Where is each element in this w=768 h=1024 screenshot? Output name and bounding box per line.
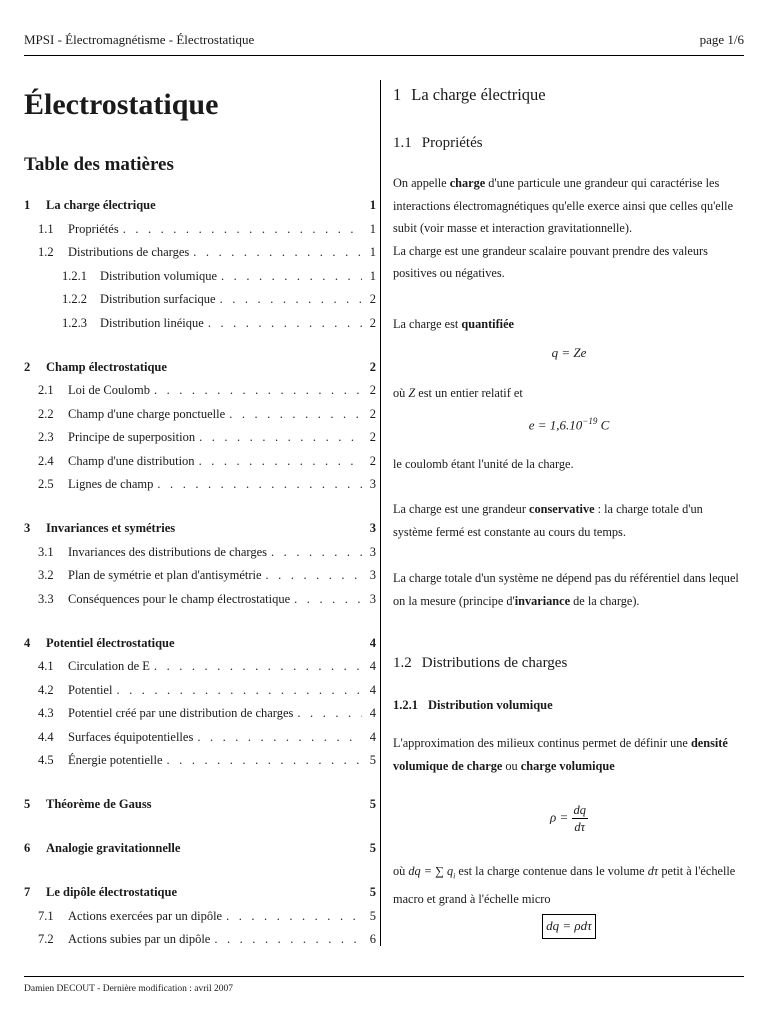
toc-leader-dots [195, 454, 362, 469]
toc-entry-number: 3.3 [38, 591, 54, 606]
toc-entry[interactable] [24, 545, 376, 565]
toc-entry-title: Invariances des distributions de charges [68, 544, 268, 559]
page-footer: Damien DECOUT - Dernière modification : avril 2007 [24, 984, 234, 994]
toc-entry-title: Loi de Coulomb [68, 383, 150, 397]
toc-entry[interactable] [24, 292, 376, 312]
toc-entry-title: Énergie potentielle [68, 753, 163, 767]
toc-leader-dots [150, 383, 362, 398]
toc-entry-number: 7 [24, 885, 31, 899]
toc-entry-page: 4 [369, 706, 376, 720]
toc-entry-title: Le dipôle électrostatique [46, 885, 177, 899]
toc-entry[interactable] [24, 841, 376, 861]
toc-entry-page: 1 [369, 268, 376, 283]
toc-entry-number: 1 [24, 198, 31, 212]
toc-entry-page: 3 [369, 544, 376, 559]
toc-entry-title: Potentiel [68, 682, 113, 697]
toc-entry-number: 1.2.3 [62, 315, 87, 330]
toc-entry-page: 2 [369, 292, 376, 306]
toc-entry-number: 1.2.1 [62, 268, 87, 283]
paragraph-quantified: La charge est quantifiée [393, 317, 515, 331]
toc-entry[interactable] [24, 932, 376, 952]
toc-entry-page: 2 [369, 406, 376, 421]
toc-entry-number: 2.2 [38, 406, 54, 421]
paragraph-coulomb: le coulomb étant l'unité de la charge. [393, 457, 574, 471]
toc-entry-title: Surfaces équipotentielles [68, 729, 194, 744]
toc-entry-number: 1.2 [38, 245, 54, 259]
page-header [24, 30, 744, 50]
toc-entry-number: 4.1 [38, 659, 54, 673]
toc-leader-dots [119, 222, 362, 237]
toc-entry[interactable] [24, 909, 376, 929]
paragraph-conservative: La charge est une grandeur conservative : la charge totale d'un système fermé est constante au cours du temps. [393, 502, 703, 539]
toc-entry-number: 4.3 [38, 706, 54, 720]
toc-entry-title: Distribution surfacique [100, 292, 216, 306]
toc-entry-page: 1 [369, 245, 376, 259]
toc-entry[interactable] [24, 592, 376, 612]
toc-leader-dots [195, 430, 362, 445]
toc-entry[interactable] [24, 407, 376, 427]
toc-entry-title: Invariances et symétries [46, 521, 176, 535]
page-number: page 1/6 [699, 32, 744, 47]
toc-leader-dots [222, 909, 362, 924]
toc-entry-page: 3 [369, 521, 376, 535]
toc-entry-title: Circulation de E [68, 659, 150, 673]
toc-leader-dots [112, 683, 362, 698]
toc-entry[interactable] [24, 753, 376, 773]
toc-entry-title: Potentiel électrostatique [46, 635, 175, 650]
toc-entry-title: Actions exercées par un dipôle [68, 908, 223, 923]
toc-entry-number: 7.1 [38, 908, 54, 923]
toc-entry-page: 2 [369, 359, 376, 374]
toc-entry[interactable] [24, 454, 376, 474]
toc-entry-number: 4.5 [38, 753, 54, 767]
equation-q-ze: q = Ze [551, 345, 587, 360]
toc-entry[interactable] [24, 636, 376, 656]
toc-leader-dots [204, 316, 362, 331]
toc-leader-dots [153, 477, 362, 492]
toc-entry-title: Champ d'une charge ponctuelle [68, 406, 226, 421]
toc-entry[interactable] [24, 430, 376, 450]
toc-entry-number: 1.2.2 [62, 292, 87, 306]
toc-leader-dots [210, 932, 362, 947]
toc-entry[interactable] [24, 477, 376, 497]
toc-entry[interactable] [24, 198, 376, 218]
toc-leader-dots [163, 753, 362, 768]
toc-leader-dots [193, 730, 362, 745]
header-rule [24, 55, 744, 56]
toc-entry-title: Lignes de champ [68, 477, 154, 491]
toc-entry-page: 1 [369, 221, 376, 236]
subsubsection-heading-1-2-1: 1.2.1 Distribution volumique [393, 698, 553, 712]
toc-entry-page: 4 [369, 729, 376, 744]
toc-entry[interactable] [24, 730, 376, 750]
paragraph-z-integer: où Z est un entier relatif et [393, 386, 523, 400]
toc-entry-page: 5 [369, 797, 376, 811]
toc-entry[interactable] [24, 706, 376, 726]
header-title: MPSI - Électromagnétisme - Électrostatique [24, 32, 255, 47]
toc-entry-title: Théorème de Gauss [46, 797, 152, 811]
subsection-heading-1-2: 1.2 Distributions de charges [393, 655, 568, 671]
equation-dq-boxed: dq = ρdτ [393, 914, 745, 939]
toc-entry[interactable] [24, 269, 376, 289]
toc-entry[interactable] [24, 568, 376, 588]
toc-entry-page: 4 [369, 682, 376, 697]
toc-entry-page: 3 [369, 477, 376, 491]
toc-entry-number: 3 [24, 521, 31, 535]
equation-rho-definition: ρ = $\frac{dq}{d\tau}$ [549, 803, 586, 834]
toc-entry-page: 1 [369, 198, 376, 212]
toc-entry[interactable] [24, 683, 376, 703]
paragraph-invariance: La charge totale d'un système ne dépend pas du référentiel dans lequel on la mesure (principe d'invariance de la charge). [393, 571, 739, 608]
paragraph-charge-definition: On appelle charge d'une particule une grandeur qui caractérise les interactions électromagnétiques qu'elle exerce ainsi que celles qu'elle subit (voir masse et interaction gravitationnelle). La charge est une grandeur scalaire pouvant prendre des valeurs positives ou négatives. [393, 176, 734, 280]
toc-entry[interactable] [24, 222, 376, 242]
toc-entry-number: 4 [24, 635, 31, 650]
toc-title: Table des matières [24, 154, 174, 175]
toc-entry-page: 4 [369, 659, 376, 673]
toc-entry-page: 3 [369, 591, 376, 606]
toc-leader-dots [217, 269, 362, 284]
toc-entry-title: Potentiel créé par une distribution de charges [68, 706, 294, 720]
toc-entry-number: 3.2 [38, 568, 54, 582]
toc-leader-dots [216, 292, 362, 307]
toc-entry-page: 5 [369, 908, 376, 923]
toc-entry-title: Actions subies par un dipôle [68, 932, 211, 946]
paragraph-volume-density: L'approximation des milieux continus permet de définir une densité volumique de charge ou charge volumique [393, 736, 728, 773]
toc-entry-page: 2 [369, 430, 376, 444]
toc-entry-page: 4 [369, 635, 376, 650]
toc-leader-dots [290, 592, 362, 607]
column-divider [380, 80, 381, 946]
toc-entry-title: Analogie gravitationnelle [46, 841, 181, 855]
toc-entry[interactable] [24, 885, 376, 905]
toc-entry-page: 5 [369, 753, 376, 767]
toc-entry-title: Distributions de charges [68, 245, 190, 259]
toc-entry-title: Distribution volumique [100, 268, 218, 283]
toc-entry-number: 7.2 [38, 932, 54, 946]
toc-entry-title: Propriétés [68, 221, 119, 236]
toc-entry-number: 3.1 [38, 544, 54, 559]
toc-entry-title: Champ électrostatique [46, 359, 167, 374]
toc-leader-dots [262, 568, 362, 583]
toc-leader-dots [225, 407, 362, 422]
toc-entry-number: 5 [24, 797, 31, 811]
footer-rule [24, 976, 744, 977]
equation-elementary-charge: $e = 1,6.10^{-19}$ C [528, 416, 610, 433]
document-title: Électrostatique [24, 88, 219, 121]
toc-entry-title: Distribution linéique [100, 315, 204, 330]
toc-leader-dots [267, 545, 362, 560]
toc-entry[interactable] [24, 383, 376, 403]
toc-entry-page: 2 [369, 453, 376, 468]
toc-entry-number: 4.4 [38, 729, 54, 744]
toc-entry-number: 1.1 [38, 221, 54, 236]
toc-entry-number: 2 [24, 359, 31, 374]
toc-entry-title: Plan de symétrie et plan d'antisymétrie [68, 568, 262, 582]
toc-entry[interactable] [24, 316, 376, 336]
toc-entry-number: 2.1 [38, 383, 54, 397]
toc-entry-page: 6 [369, 932, 376, 946]
toc-entry-page: 3 [369, 568, 376, 582]
subsection-heading-1-1: 1.1 Propriétés [393, 135, 483, 151]
toc-entry-title: La charge électrique [46, 198, 156, 212]
toc-entry-page: 5 [369, 885, 376, 899]
toc-entry-number: 4.2 [38, 682, 54, 697]
toc-entry[interactable] [24, 360, 376, 380]
toc-entry-number: 2.5 [38, 477, 54, 491]
toc-leader-dots [189, 245, 362, 260]
toc-leader-dots [293, 706, 362, 721]
toc-entry-page: 2 [369, 383, 376, 397]
toc-entry-number: 6 [24, 841, 31, 855]
toc-entry-page: 5 [369, 841, 376, 855]
toc-entry-number: 2.4 [38, 453, 54, 468]
toc-leader-dots [150, 659, 362, 674]
toc-entry-page: 2 [369, 315, 376, 330]
toc-entry[interactable] [24, 797, 376, 817]
toc-entry[interactable] [24, 521, 376, 541]
toc-entry-title: Principe de superposition [68, 430, 196, 444]
toc-entry-number: 2.3 [38, 430, 54, 444]
section-heading-1: 1 La charge électrique [393, 85, 546, 104]
toc-entry[interactable] [24, 659, 376, 679]
toc-entry-title: Champ d'une distribution [68, 453, 195, 468]
toc-entry-title: Conséquences pour le champ électrostatique [68, 591, 291, 606]
toc-entry[interactable] [24, 245, 376, 265]
paragraph-dq-definition: où dq = ∑ $q_i$ est la charge contenue dans le volume dτ petit à l'échelle macro et grand à l'échelle micro [393, 864, 736, 906]
